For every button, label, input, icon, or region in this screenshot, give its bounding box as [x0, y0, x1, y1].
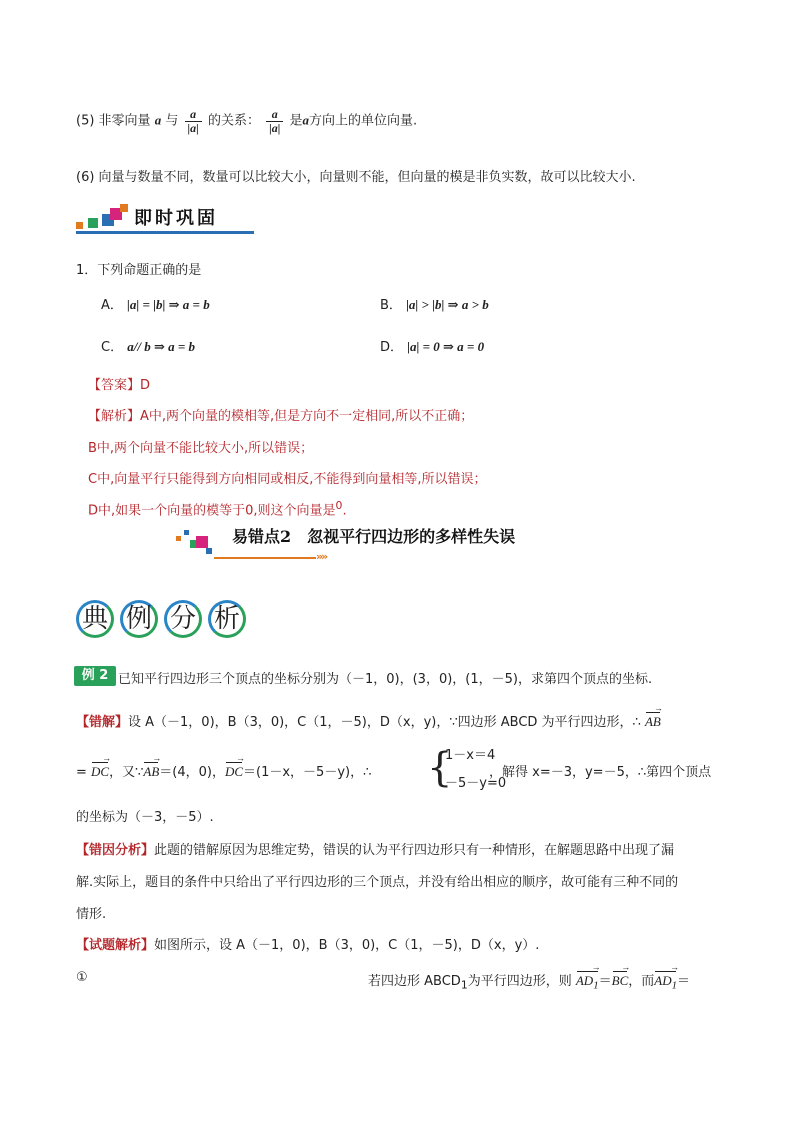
example-badge: 例 2: [74, 666, 116, 686]
fraction-a-over-abs-a: $\frac{a}{|a|}$: [185, 108, 202, 134]
decor-square-icon: [76, 222, 83, 229]
analysis-line-4: D中,如果一个向量的模等于0,则这个向量是$^0$.: [88, 499, 347, 519]
wrong-solution-line-2: = DC →，又∵AB →＝(4，0)，DC →＝(1－x，－5－y)，∴: [76, 761, 371, 780]
section-title: 易错点2 忽视平行四边形的多样性失误: [232, 527, 516, 546]
solution-line-1: 【试题解析】如图所示，设 A（－1，0)，B（3，0)，C（1，－5)，D（x，y）.: [76, 938, 540, 953]
chevron-right-icon: »»: [316, 550, 327, 563]
item-6: (6) 向量与数量不同，数量可以比较大小，向量则不能，但向量的模是非负实数，故可以比较大小.: [76, 170, 636, 185]
cause-line-3: 情形.: [76, 907, 107, 922]
answer: 【答案】D: [88, 378, 151, 393]
option-b: B． |a| > |b| ⇒ a > b: [380, 297, 489, 313]
decor-square-icon: [176, 536, 181, 541]
equation-system-1: 1－x＝4: [445, 748, 496, 763]
cause-line-1: 【错因分析】此题的错解原因为思维定势，错误的认为平行四边形只有一种情形，在解题思路中出现了漏: [76, 843, 675, 858]
wrong-solution-line-1: 【错解】设 A（－1，0)，B（3，0)，C（1，－5)，D（x，y)，∵四边形 ABCD 为平行四边形，∴ AB →: [76, 711, 661, 730]
option-d: D． |a| = 0 ⇒ a = 0: [380, 339, 485, 355]
heading-char-4: 析: [208, 600, 246, 638]
section-banner-practice: [76, 204, 254, 234]
cause-line-2: 解.实际上，题目的条件中只给出了平行四边形的三个顶点，并没有给出相应的顺序，故可能有三种不同的: [76, 875, 679, 890]
decor-square-icon: [120, 204, 128, 212]
option-c: C． a// b ⇒ a = b: [101, 339, 195, 355]
solution-line-2: 若四边形 $ABCD_1$为平行四边形，则 $AD_1 \to=BC$ →，而$AD_1$ →＝: [368, 970, 690, 992]
case-number: ①: [76, 970, 88, 985]
option-a: A． |a| = |b| ⇒ a = b: [101, 297, 210, 313]
heading-char-1: 典: [76, 600, 114, 638]
item-5: (5) 非零向量 a 与 $\frac{a}{|a|}$ 的关系： $\frac{a}{|a|}$ 是a方向上的单位向量.: [76, 107, 418, 135]
heading-char-2: 例: [120, 600, 158, 638]
wrong-solution-line-2b: ，解得 x=－3，y=－5，∴第四个顶点: [489, 765, 712, 780]
equation-brace: {: [427, 745, 453, 791]
fraction-a-over-abs-a-2: $\frac{a}{|a|}$: [266, 108, 283, 134]
wrong-solution-line-3: 的坐标为（－3，－5）.: [76, 810, 214, 825]
analysis-line-2: B中,两个向量不能比较大小,所以错误；: [88, 441, 314, 456]
decor-square-icon: [88, 218, 98, 228]
decor-square-icon: [206, 548, 212, 554]
question-stem: 1．下列命题正确的是: [76, 263, 202, 278]
section-title: 即时巩固: [134, 208, 218, 229]
analysis-line-1: 【解析】A中,两个向量的模相等,但是方向不一定相同,所以不正确；: [88, 409, 474, 424]
example-stem: 已知平行四边形三个顶点的坐标分别为（－1，0)，(3，0)，(1，－5)，求第四个顶点的坐标.: [118, 672, 653, 687]
banner-underline: [76, 231, 254, 234]
analysis-line-3: C中,向量平行只能得到方向相同或相反,不能得到向量相等,所以错误；: [88, 472, 487, 487]
decor-square-icon: [196, 536, 208, 548]
equation-system-2: －5－y=0: [445, 776, 507, 791]
heading-char-3: 分: [164, 600, 202, 638]
banner-arrow-line: [214, 557, 316, 559]
decor-square-icon: [184, 530, 189, 535]
section-banner-pitfall: [176, 524, 576, 564]
